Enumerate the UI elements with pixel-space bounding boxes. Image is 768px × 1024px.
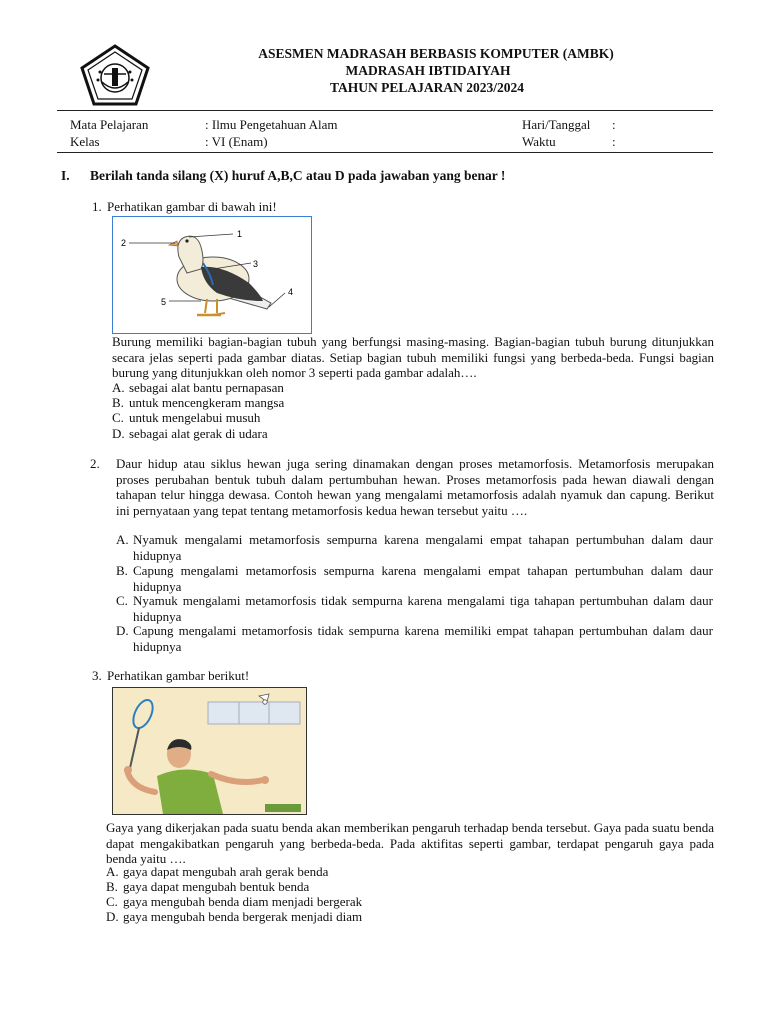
option-text: gaya dapat mengubah bentuk benda xyxy=(123,879,310,894)
badminton-figure xyxy=(112,687,307,815)
option-text: Nyamuk mengalami metamorfosis sempurna karena mengalami empat tahapan pertumbuhan dalam daur hidupnya xyxy=(133,532,713,563)
bird-label-5: 5 xyxy=(161,297,167,307)
q3-option-d[interactable] xyxy=(106,909,362,925)
q1-option-c[interactable] xyxy=(112,410,260,426)
option-text: gaya mengubah benda diam menjadi bergerak xyxy=(123,894,363,909)
time-label: Waktu xyxy=(522,134,556,149)
q1-option-a[interactable] xyxy=(112,380,284,396)
option-text: gaya mengubah benda bergerak menjadi diam xyxy=(123,909,363,924)
bottom-divider xyxy=(57,152,713,153)
header-school: MADRASAH IBTIDAIYAH xyxy=(345,63,511,78)
q1-option-b[interactable] xyxy=(112,395,284,411)
q2-option-c[interactable] xyxy=(116,593,714,624)
q1-prompt: Perhatikan gambar di bawah ini! xyxy=(107,199,277,214)
day-label: Hari/Tanggal xyxy=(522,117,591,132)
q1-text: Burung memiliki bagian-bagian tubuh yang berfungsi masing-masing. Bagian-bagian tubuh burung ditunjukkan secara jelas seperti pada gambar diatas. Setiap bagian tubuh memiliki fungsi yang berbeda-beda. Fungsi bagian burung yang ditunjukkan oleh nomor 3 seperti pada gambar adalah…. xyxy=(112,334,714,380)
option-letter: D. xyxy=(112,426,125,441)
header-year: TAHUN PELAJARAN 2023/2024 xyxy=(329,80,524,95)
option-letter: A. xyxy=(116,532,129,547)
option-text: untuk mencengkeram mangsa xyxy=(129,395,285,410)
time-value: : xyxy=(612,134,616,149)
option-letter: B. xyxy=(106,879,118,894)
bird-label-4: 4 xyxy=(288,287,294,297)
option-text: Capung mengalami metamorfosis sempurna karena mengalami empat tahapan pertumbuhan dalam daur hidupnya xyxy=(133,563,713,594)
class-value: : VI (Enam) xyxy=(205,134,268,149)
option-letter: A. xyxy=(106,864,119,879)
q1-number: 1. xyxy=(92,199,102,214)
option-letter: C. xyxy=(116,593,128,608)
subject-value: : Ilmu Pengetahuan Alam xyxy=(205,117,338,132)
option-text: gaya dapat mengubah arah gerak benda xyxy=(123,864,329,879)
option-letter: C. xyxy=(106,894,118,909)
option-text: sebagai alat gerak di udara xyxy=(129,426,268,441)
day-value: : xyxy=(612,117,616,132)
bird-label-3: 3 xyxy=(253,259,259,269)
q2-option-b[interactable] xyxy=(116,563,714,594)
section-number: I. xyxy=(61,168,70,183)
option-letter: A. xyxy=(112,380,125,395)
bird-label-2: 2 xyxy=(121,238,127,248)
option-text: Nyamuk mengalami metamorfosis tidak sempurna karena mengalami tiga tahapan pertumbuhan dalam daur hidupnya xyxy=(133,593,713,624)
bird-label-1: 1 xyxy=(237,229,243,239)
option-text: Capung mengalami metamorfosis tidak sempurna karena memiliki empat tahapan pertumbuhan dalam daur hidupnya xyxy=(133,623,713,654)
q1-option-d[interactable] xyxy=(112,426,268,442)
option-text: sebagai alat bantu pernapasan xyxy=(129,380,284,395)
bird-figure xyxy=(112,216,312,334)
q2-option-d[interactable] xyxy=(116,623,714,654)
option-letter: C. xyxy=(112,410,124,425)
subject-label: Mata Pelajaran xyxy=(70,117,149,132)
q2-text: Daur hidup atau siklus hewan juga sering dinamakan dengan proses metamorfosis. Metamorfosis merupakan proses perubahan bentuk tubuh dalam pertumbuhan hewan. Proses metamorfosis pada hewan diawali dengan tahapan telur hingga dewasa. Contoh hewan yang mengalami metamorfosis adalah nyamuk dan capung. Berikut ini pernyataan yang tepat tentang metamorfosis kedua hewan tersebut yaitu …. xyxy=(116,456,714,518)
q2-number: 2. xyxy=(90,456,100,471)
q3-option-c[interactable] xyxy=(106,894,362,910)
q3-option-a[interactable] xyxy=(106,864,328,880)
option-letter: B. xyxy=(112,395,124,410)
header-title: ASESMEN MADRASAH BERBASIS KOMPUTER (AMBK) xyxy=(258,46,614,61)
q3-number: 3. xyxy=(92,668,102,683)
option-letter: B. xyxy=(116,563,128,578)
class-label: Kelas xyxy=(70,134,100,149)
option-text: untuk mengelabui musuh xyxy=(129,410,261,425)
q2-option-a[interactable] xyxy=(116,532,714,563)
option-letter: D. xyxy=(106,909,119,924)
q3-prompt: Perhatikan gambar berikut! xyxy=(107,668,250,683)
q3-text: Gaya yang dikerjakan pada suatu benda akan memberikan pengaruh terhadap benda tersebut. Gaya pada suatu benda dapat mengakibatkan pengaruh yang berbeda-beda. Pada aktifitas seperti gambar, terdapat pengaruh gaya pada benda yaitu …. xyxy=(106,820,714,866)
top-divider xyxy=(57,110,713,111)
q3-option-b[interactable] xyxy=(106,879,309,895)
section-instruction: Berilah tanda silang (X) huruf A,B,C atau D pada jawaban yang benar ! xyxy=(90,168,506,183)
option-letter: D. xyxy=(116,623,129,638)
